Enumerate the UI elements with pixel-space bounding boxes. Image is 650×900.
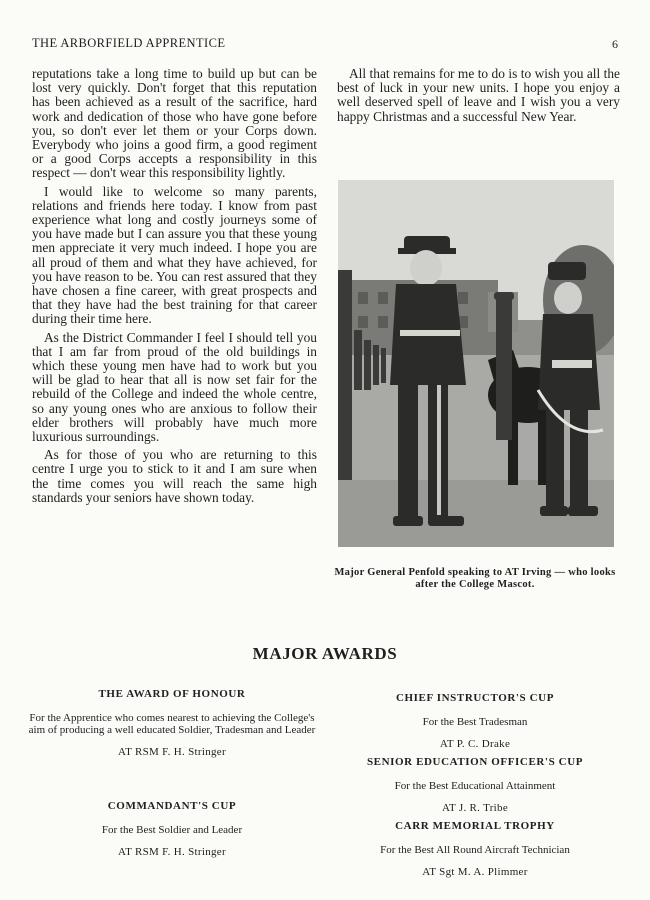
running-header: THE ARBORFIELD APPRENTICE [32, 36, 226, 50]
award-name: CHIEF INSTRUCTOR'S CUP [395, 692, 555, 704]
award-description: For the Best Tradesman [422, 716, 528, 728]
paragraph: As for those of you who are returning to this centre I urge you to stick to it and I am sure when the time comes you will reach the same high standards your seniors have shown today. [32, 447, 317, 505]
award-name: COMMANDANT'S CUP [107, 800, 237, 812]
award-description: For the Best All Round Aircraft Technician [380, 844, 570, 856]
left-text-column [32, 67, 317, 509]
page-number: 6 [612, 37, 618, 51]
paragraph: reputations take a long time to build up but can be lost very quickly. Don't forget that this reputation has been achieved as a result of the sacrifice, hard work and dedication of those who have gone before you, so don't ever let them or your Corps down. Everybody who joins a good firm, a good regiment or a good Corps accepts a responsibility in this respect — don't wear this responsibility lightly. [32, 66, 317, 181]
award-name: SENIOR EDUCATION OFFICER'S CUP [366, 756, 584, 768]
photo-illustration [338, 180, 614, 547]
award-entry [330, 692, 620, 750]
photo-caption: Major General Penfold speaking to AT Irving — who looks after the College Mascot. [334, 567, 616, 590]
paragraph: As the District Commander I feel I should tell you that I am far from proud of the old buildings in which these young men have had to work but you will be glad to hear that all is now set fair for the rebuild of the College and indeed the whole centre, so any young ones who are anxious to follow their elder brothers will probably have much more luxurious surroundings. [32, 329, 317, 445]
award-name: THE AWARD OF HONOUR [98, 688, 246, 700]
paragraph: All that remains for me to do is to wish you all the best of luck in your new units. I hope you enjoy a well deserved spell of leave and I wish you a very happy Christmas and a successful New Year. [337, 66, 620, 124]
photograph [338, 180, 614, 547]
award-winner: AT Sgt M. A. Plimmer [422, 866, 528, 878]
award-winner: AT RSM F. H. Stringer [118, 746, 226, 758]
award-winner: AT J. R. Tribe [441, 802, 509, 814]
award-entry [330, 820, 620, 878]
right-text-column [337, 67, 620, 128]
award-entry [28, 688, 316, 758]
award-entry [330, 756, 620, 814]
paragraph: I would like to welcome so many parents, relations and friends here today. I know from past experience what long and costly journeys some of you have made but I can assure you that these young men appreciate it very much indeed. I hope you are all proud of them and what they have achieved, for you have reason to be. You can rest assured that they have chosen a fine career, with great prospects and that they have had the best training for that career during their time here. [32, 183, 317, 327]
award-description: For the Best Soldier and Leader [101, 824, 243, 836]
award-entry [28, 800, 316, 858]
award-name: CARR MEMORIAL TROPHY [395, 820, 555, 832]
section-title: MAJOR AWARDS [252, 644, 398, 663]
award-description: For the Best Educational Attainment [394, 780, 556, 792]
award-winner: AT P. C. Drake [439, 738, 511, 750]
award-winner: AT RSM F. H. Stringer [118, 846, 226, 858]
award-description: For the Apprentice who comes nearest to achieving the College's aim of producing a well educated Soldier, Tradesman and Leader [28, 712, 316, 736]
